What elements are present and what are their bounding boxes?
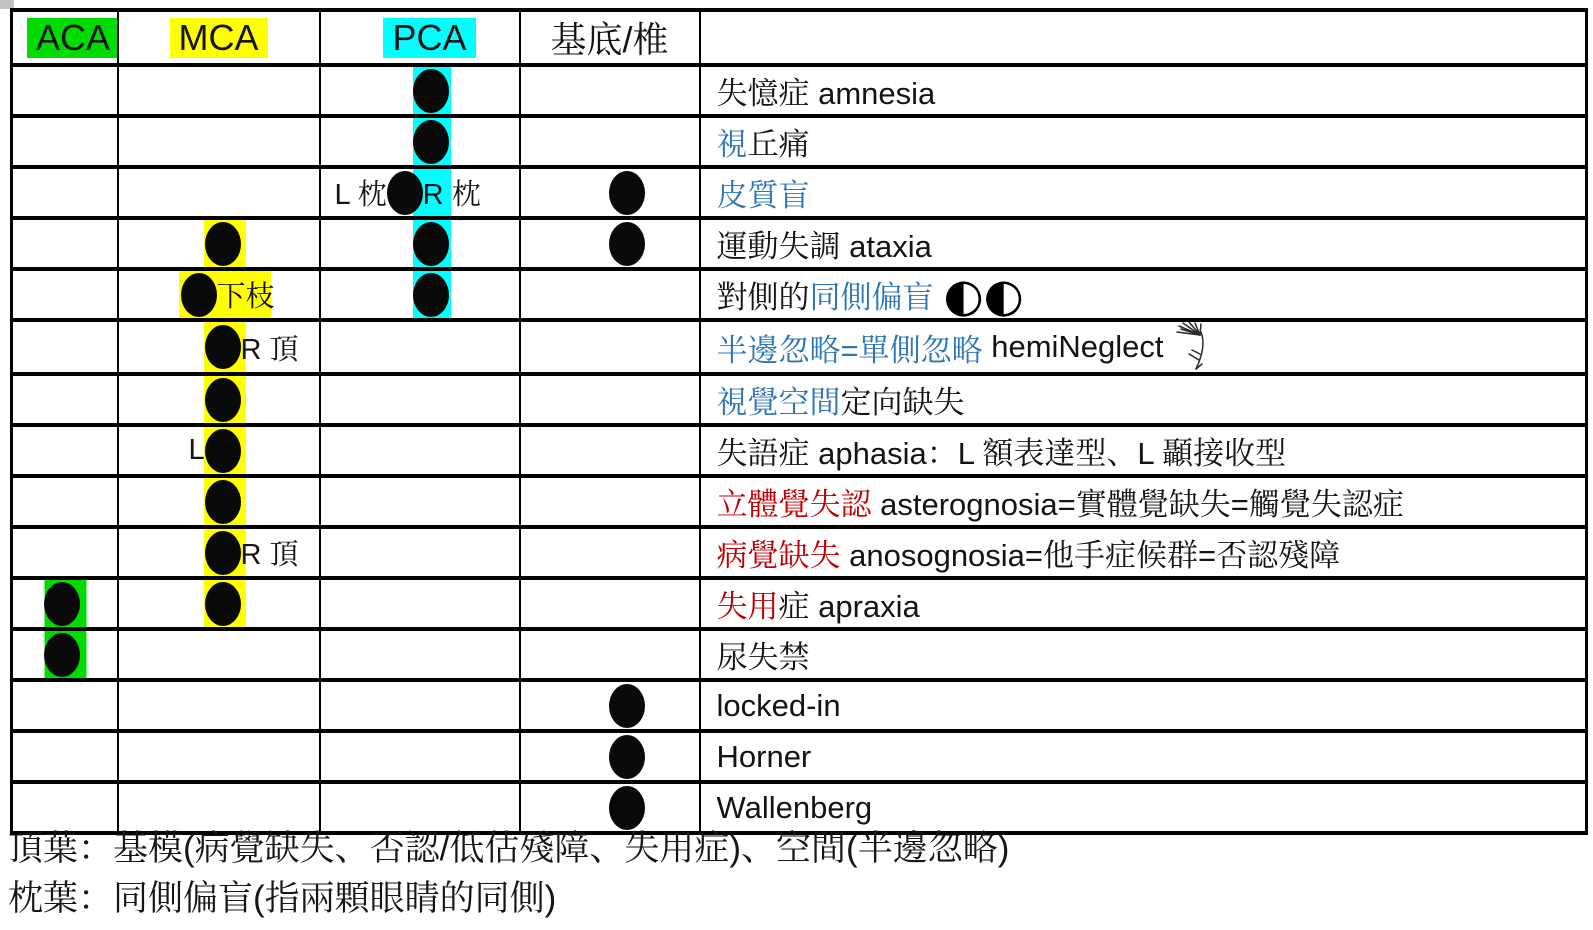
cell-description <box>700 218 1587 269</box>
footnotes <box>8 824 1009 924</box>
mca-dot-icon <box>205 582 241 626</box>
basilar-dot-icon <box>609 222 645 266</box>
cell-aca <box>12 167 118 218</box>
desc-text: 尿失禁 <box>716 640 810 675</box>
cell-description <box>700 65 1587 116</box>
header-row <box>12 10 1587 65</box>
cell-aca <box>12 65 118 116</box>
mca-right-parietal-label: R 頂 <box>240 539 299 571</box>
cell-aca <box>12 476 118 527</box>
cell-description <box>700 629 1587 680</box>
table-row-horner <box>12 731 1587 782</box>
cell-basilar <box>520 527 700 578</box>
cell-basilar <box>520 629 700 680</box>
cell-pca <box>320 476 520 527</box>
cell-basilar <box>520 374 700 425</box>
mca-dot-icon <box>205 480 241 524</box>
table-row-anosognosia <box>12 527 1587 578</box>
cell-description <box>700 731 1587 782</box>
aca-highlight: ACA <box>27 18 118 59</box>
column-header-aca <box>12 10 118 65</box>
aca-dot-icon <box>44 633 80 677</box>
cell-mca <box>118 167 320 218</box>
cell-aca <box>12 320 118 374</box>
column-header-mca <box>118 10 320 65</box>
desc-text: 運動失調 ataxia <box>716 229 932 264</box>
table-row-aphasia <box>12 425 1587 476</box>
half-black-circles-glyph: ◐◐ <box>943 269 1024 320</box>
basilar-dot-icon <box>609 684 645 728</box>
mca-inferior-branch-label: 下枝 <box>216 281 275 313</box>
cell-description <box>700 578 1587 629</box>
cell-basilar <box>520 320 700 374</box>
desc-text: 丘痛 <box>747 127 810 162</box>
desc-text: 半邊忽略=單側忽略 <box>716 332 983 368</box>
desc-text: 皮質盲 <box>716 178 810 213</box>
cell-aca <box>12 374 118 425</box>
desc-text: anosognosia=他手症候群=否認殘障 <box>840 538 1341 573</box>
cell-mca <box>118 731 320 782</box>
footnote-parietal-lobe: 頂葉：基模(病覺缺失、否認/低估殘障、失用症)、空間(半邊忽略) <box>8 829 1010 868</box>
cell-description <box>700 680 1587 731</box>
cell-mca <box>118 320 320 374</box>
mca-dot-icon <box>205 222 241 266</box>
mca-dot-icon <box>205 378 241 422</box>
desc-text: 失語症 aphasia：L 額表達型、L 顳接收型 <box>716 436 1287 471</box>
cell-mca <box>118 116 320 167</box>
cell-pca <box>320 680 520 731</box>
column-header-description <box>700 10 1587 65</box>
cell-aca <box>12 629 118 680</box>
cell-basilar <box>520 476 700 527</box>
cell-mca <box>118 425 320 476</box>
desc-text: 視 <box>716 127 748 162</box>
cell-pca <box>320 527 520 578</box>
mca-dot-icon <box>181 273 217 317</box>
cell-basilar <box>520 269 700 320</box>
cell-aca <box>12 116 118 167</box>
cell-aca <box>12 218 118 269</box>
desc-text: hemiNeglect <box>982 329 1164 364</box>
syndrome-artery-table <box>10 8 1588 835</box>
cell-basilar <box>520 167 700 218</box>
table-row-locked-in <box>12 680 1587 731</box>
cell-pca <box>320 116 520 167</box>
cell-aca <box>12 527 118 578</box>
desc-text: 同側偏盲 <box>809 280 934 315</box>
cell-mca <box>118 578 320 629</box>
desc-text: Wallenberg <box>716 789 873 825</box>
cell-description <box>700 374 1587 425</box>
mca-right-parietal-label: R 頂 <box>240 333 299 366</box>
cell-pca <box>320 269 520 320</box>
desc-text: 失憶症 amnesia <box>716 76 936 111</box>
mca-dot-icon <box>205 325 241 369</box>
table-row-visuospatial-disorientation <box>12 374 1587 425</box>
table-row-astereognosia <box>12 476 1587 527</box>
cell-description <box>700 527 1587 578</box>
cell-basilar <box>520 680 700 731</box>
desc-text: asterognosia=實體覺缺失=觸覺失認症 <box>871 487 1404 522</box>
cell-pca <box>320 320 520 374</box>
desc-text: 失用 <box>716 589 779 624</box>
cell-pca <box>320 629 520 680</box>
cell-mca <box>118 476 320 527</box>
cell-description <box>700 116 1587 167</box>
cell-basilar <box>520 425 700 476</box>
cell-pca <box>320 731 520 782</box>
basilar-header-label: 基底/椎 <box>550 19 669 60</box>
pca-dot-icon <box>413 273 449 317</box>
cell-basilar <box>520 65 700 116</box>
footnote-occipital-lobe: 枕葉：同側偏盲(指兩顆眼睛的同側) <box>8 879 557 918</box>
desc-text: 對側的 <box>716 280 810 315</box>
table-row-hemineglect <box>12 320 1587 374</box>
cell-aca <box>12 269 118 320</box>
mca-dot-icon <box>205 429 241 473</box>
table-row-cortical-blindness <box>12 167 1587 218</box>
cell-aca <box>12 680 118 731</box>
table-row-amnesia <box>12 65 1587 116</box>
cell-pca <box>320 167 520 218</box>
hemineglect-flower-sketch-icon <box>1172 322 1212 372</box>
cell-description <box>700 167 1587 218</box>
column-header-basilar <box>520 10 700 65</box>
table-row-ataxia <box>12 218 1587 269</box>
cell-mca <box>118 65 320 116</box>
cell-mca <box>118 629 320 680</box>
mca-highlight: MCA <box>170 18 268 59</box>
desc-text: Horner <box>716 738 812 774</box>
pca-dot-icon <box>413 69 449 113</box>
pca-left-occipital-label: L 枕 <box>334 179 387 211</box>
cell-mca <box>118 269 320 320</box>
cell-description <box>700 425 1587 476</box>
cell-aca <box>12 731 118 782</box>
desc-text: 立體覺失認 <box>716 487 872 522</box>
desc-text: 定向缺失 <box>840 385 965 420</box>
cell-aca <box>12 578 118 629</box>
cell-description <box>700 320 1587 374</box>
desc-text: 病覺缺失 <box>716 538 841 573</box>
pca-dot-icon <box>413 120 449 164</box>
cell-mca <box>118 374 320 425</box>
desc-text: 視覺空間 <box>716 385 841 420</box>
cell-pca <box>320 425 520 476</box>
pca-dot-icon <box>413 222 449 266</box>
cell-aca <box>12 425 118 476</box>
table-row-homonymous-hemianopia <box>12 269 1587 320</box>
mca-dot-icon <box>205 531 241 575</box>
pca-right-occipital-label: R 枕 <box>422 179 481 211</box>
cell-basilar <box>520 116 700 167</box>
cell-mca <box>118 218 320 269</box>
cell-pca <box>320 374 520 425</box>
cell-basilar <box>520 731 700 782</box>
desc-text: 症 apraxia <box>778 589 920 624</box>
cell-basilar <box>520 578 700 629</box>
basilar-dot-icon <box>609 786 645 830</box>
cell-mca <box>118 680 320 731</box>
desc-text: locked-in <box>716 687 841 723</box>
column-header-pca <box>320 10 520 65</box>
cell-pca <box>320 578 520 629</box>
cell-basilar <box>520 218 700 269</box>
cell-pca <box>320 218 520 269</box>
table-row-incontinence <box>12 629 1587 680</box>
pca-dot-icon <box>387 171 423 215</box>
mca-left-label: L <box>188 434 205 466</box>
cell-pca <box>320 65 520 116</box>
aca-dot-icon <box>44 582 80 626</box>
table-row-thalamic-pain <box>12 116 1587 167</box>
basilar-dot-icon <box>609 171 645 215</box>
cell-description <box>700 269 1587 320</box>
cell-description <box>700 476 1587 527</box>
cell-mca <box>118 527 320 578</box>
pca-highlight: PCA <box>383 18 475 59</box>
basilar-dot-icon <box>609 735 645 779</box>
table-row-apraxia <box>12 578 1587 629</box>
